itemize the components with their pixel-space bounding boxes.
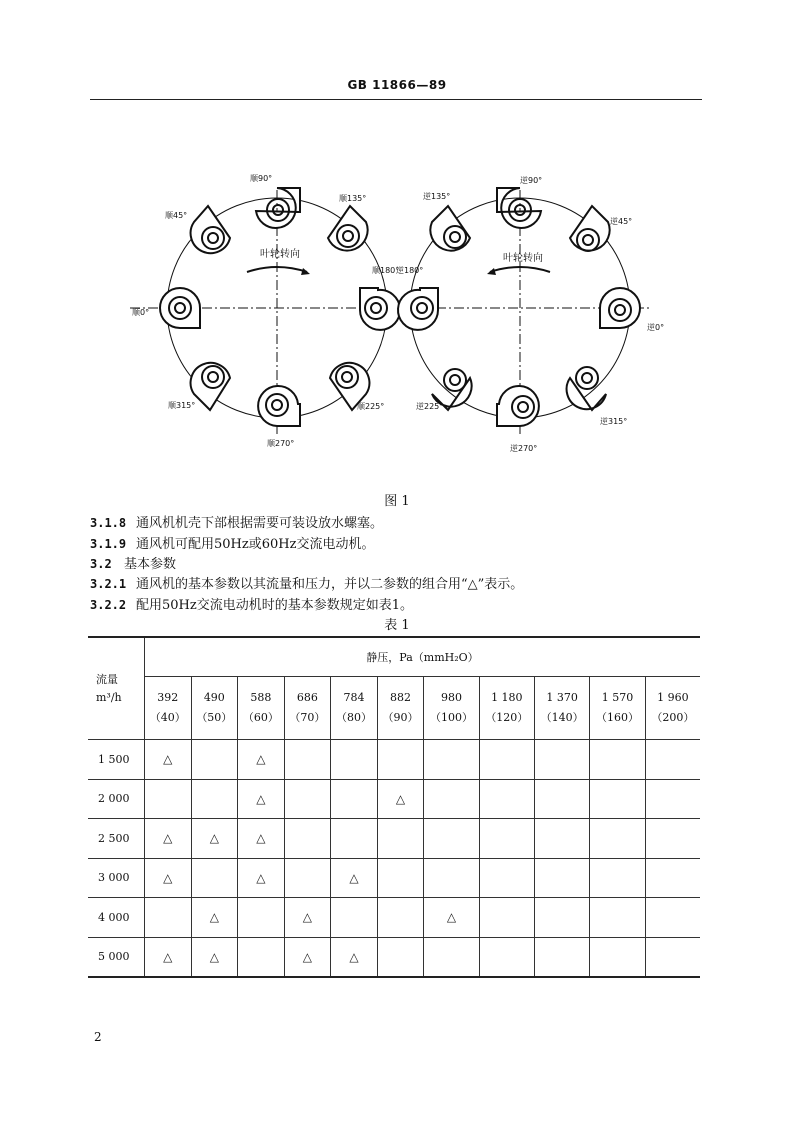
pressure-mm-value: （80）	[335, 711, 372, 724]
table-cell: △	[145, 858, 192, 898]
pressure-pa-value: 1 180	[491, 691, 523, 704]
table-cell	[284, 858, 331, 898]
clause-text: 基本参数	[124, 557, 177, 572]
clause-3-1-9	[90, 533, 374, 552]
label-ni-180: 逆180°	[396, 266, 424, 275]
table-row	[88, 937, 700, 977]
table-cell	[377, 858, 424, 898]
pressure-pa-value: 1 570	[601, 691, 634, 704]
clause-3-2	[90, 553, 176, 572]
pressure-mm-value: （100）	[429, 711, 473, 724]
table-cell	[191, 740, 238, 780]
table-cell	[191, 858, 238, 898]
left-fan-0	[160, 288, 200, 328]
flow-value: 5 000	[88, 937, 145, 977]
label-ni-45: 逆45°	[610, 217, 633, 226]
clause-text: 通风机可配用50Hz或60Hz交流电动机。	[136, 537, 375, 552]
table-cell: △	[377, 779, 424, 819]
basic-parameters-table	[88, 636, 700, 978]
label-shun-0: 顺0°	[132, 308, 150, 317]
left-fan-315	[191, 363, 230, 410]
table-row	[88, 858, 700, 898]
table-cell: △	[191, 937, 238, 977]
pressure-mm-value: （60）	[242, 711, 279, 724]
pressure-column-header	[535, 677, 590, 740]
pressure-mm-value: （120）	[485, 711, 529, 724]
clause-number: 3.1.9	[90, 537, 127, 551]
table-cell	[424, 779, 479, 819]
table-cell	[331, 819, 378, 859]
page-number: 2	[94, 1030, 102, 1044]
pressure-mm-value: （70）	[289, 711, 326, 724]
pressure-mm-value: （200）	[651, 711, 695, 724]
clause-3-2-1	[90, 573, 523, 592]
flow-value: 3 000	[88, 858, 145, 898]
table-cell	[535, 937, 590, 977]
table-cell	[331, 779, 378, 819]
table-cell: △	[284, 898, 331, 938]
figure-fan-orientations	[120, 160, 680, 460]
table-cell	[535, 898, 590, 938]
standard-code-header: GB 11866—89	[347, 78, 447, 92]
table-cell	[479, 858, 534, 898]
table-cell	[331, 898, 378, 938]
pressure-mm-value: （90）	[382, 711, 419, 724]
flow-header: 流量 m³/h	[88, 637, 145, 740]
table-cell	[590, 740, 645, 780]
table-cell	[479, 937, 534, 977]
pressure-mm-value: （40）	[149, 711, 186, 724]
pressure-mm-value: （140）	[540, 711, 584, 724]
right-fan-0	[600, 288, 640, 328]
header-rule	[90, 99, 702, 100]
table-cell	[284, 819, 331, 859]
table-cell	[590, 819, 645, 859]
pressure-column-header	[377, 677, 424, 740]
table-cell	[238, 937, 285, 977]
table-cell	[145, 898, 192, 938]
right-fan-90	[497, 188, 541, 228]
pressure-pa-value: 588	[250, 691, 272, 704]
label-shun-225: 顺225°	[357, 402, 385, 411]
label-shun-90: 顺90°	[250, 174, 273, 183]
table-cell: △	[191, 898, 238, 938]
table-cell	[331, 740, 378, 780]
table-cell: △	[238, 858, 285, 898]
table-cell: △	[145, 740, 192, 780]
table-cell	[645, 898, 700, 938]
pressure-pa-value: 490	[203, 691, 225, 704]
table-cell: △	[331, 858, 378, 898]
table-cell: △	[284, 937, 331, 977]
clause-3-1-8	[90, 512, 383, 531]
table-row	[88, 779, 700, 819]
label-shun-315: 顺315°	[168, 401, 196, 410]
clause-text: 通风机机壳下部根据需要可装设放水螺塞。	[136, 516, 384, 531]
clause-number: 3.2	[90, 557, 112, 571]
table-row	[88, 740, 700, 780]
pressure-pa-value: 980	[440, 691, 462, 704]
table-cell	[535, 779, 590, 819]
left-fan-135	[328, 206, 368, 251]
pressure-column-header	[479, 677, 534, 740]
left-fan-90	[256, 188, 300, 228]
pressure-column-header	[331, 677, 378, 740]
label-ni-270: 逆270°	[510, 444, 538, 453]
right-wheel-label: 叶轮转向	[503, 253, 543, 264]
table-row	[88, 819, 700, 859]
left-fan-270	[258, 386, 300, 426]
label-ni-0: 逆0°	[647, 323, 665, 332]
table-cell	[145, 779, 192, 819]
table-cell	[284, 740, 331, 780]
table-cell: △	[238, 819, 285, 859]
right-fan-270	[497, 386, 539, 426]
pressure-header: 静压，Pa（mmH₂O）	[145, 637, 701, 677]
table-cell	[535, 819, 590, 859]
figure-caption: 图 1	[384, 494, 410, 509]
pressure-column-header	[645, 677, 700, 740]
table-cell	[535, 740, 590, 780]
label-ni-225: 逆225°	[416, 402, 444, 411]
left-fan-45	[191, 206, 230, 253]
table-cell	[424, 740, 479, 780]
right-fan-135	[430, 206, 470, 251]
clause-number: 3.2.1	[90, 577, 127, 591]
pressure-pa-value: 784	[343, 691, 365, 704]
table-cell	[284, 779, 331, 819]
label-shun-270: 顺270°	[267, 439, 295, 448]
pressure-pa-value: 392	[157, 691, 179, 704]
flow-value: 1 500	[88, 740, 145, 780]
label-ni-135: 逆135°	[423, 192, 451, 201]
pressure-column-header	[424, 677, 479, 740]
table-cell	[590, 858, 645, 898]
pressure-column-header	[238, 677, 285, 740]
table-cell: △	[238, 740, 285, 780]
table-cell	[479, 898, 534, 938]
table-cell	[424, 819, 479, 859]
pressure-pa-value: 1 370	[546, 691, 578, 704]
pressure-mm-value: （160）	[596, 711, 640, 724]
pressure-column-header	[191, 677, 238, 740]
table-cell	[535, 858, 590, 898]
pressure-column-header	[590, 677, 645, 740]
pressure-pa-value: 686	[296, 691, 318, 704]
table-cell	[645, 858, 700, 898]
flow-value: 4 000	[88, 898, 145, 938]
table-cell: △	[145, 819, 192, 859]
clause-3-2-2	[90, 594, 413, 613]
table-cell	[645, 740, 700, 780]
table-cell: △	[191, 819, 238, 859]
clause-number: 3.2.2	[90, 598, 127, 612]
table-cell	[377, 937, 424, 977]
left-fan-180	[360, 288, 400, 330]
left-wheel-label: 叶轮转向	[260, 249, 300, 260]
table-cell	[191, 779, 238, 819]
table-cell	[377, 898, 424, 938]
right-fan-315	[567, 367, 606, 410]
pressure-pa-value: 1 960	[657, 691, 689, 704]
table-cell	[590, 779, 645, 819]
label-shun-180: 顺180°	[372, 266, 400, 275]
table-cell	[424, 937, 479, 977]
clause-number: 3.1.8	[90, 516, 127, 530]
pressure-pa-value: 882	[390, 691, 411, 704]
table-cell	[424, 858, 479, 898]
flow-value: 2 000	[88, 779, 145, 819]
label-shun-45: 顺45°	[165, 211, 188, 220]
pressure-column-header	[145, 677, 192, 740]
table-cell: △	[331, 937, 378, 977]
flow-value: 2 500	[88, 819, 145, 859]
clause-text: 通风机的基本参数以其流量和压力，并以二参数的组合用“△”表示。	[136, 577, 524, 592]
table-cell	[590, 937, 645, 977]
label-ni-90: 逆90°	[520, 176, 543, 185]
table-cell: △	[238, 779, 285, 819]
table-cell	[238, 898, 285, 938]
table-cell	[479, 779, 534, 819]
table-cell	[479, 819, 534, 859]
pressure-column-header	[284, 677, 331, 740]
table-cell	[645, 937, 700, 977]
table-cell	[645, 779, 700, 819]
clause-text: 配用50Hz交流电动机时的基本参数规定如表1。	[136, 598, 413, 613]
table-cell	[590, 898, 645, 938]
table-cell	[377, 819, 424, 859]
label-ni-315: 逆315°	[600, 417, 628, 426]
table-cell	[479, 740, 534, 780]
table-cell: △	[145, 937, 192, 977]
table-cell: △	[424, 898, 479, 938]
table-cell	[645, 819, 700, 859]
table-caption: 表 1	[384, 618, 410, 633]
pressure-mm-value: （50）	[196, 711, 233, 724]
table-cell	[377, 740, 424, 780]
label-shun-135: 顺135°	[339, 194, 367, 203]
table-row	[88, 898, 700, 938]
right-fan-180	[398, 288, 438, 330]
